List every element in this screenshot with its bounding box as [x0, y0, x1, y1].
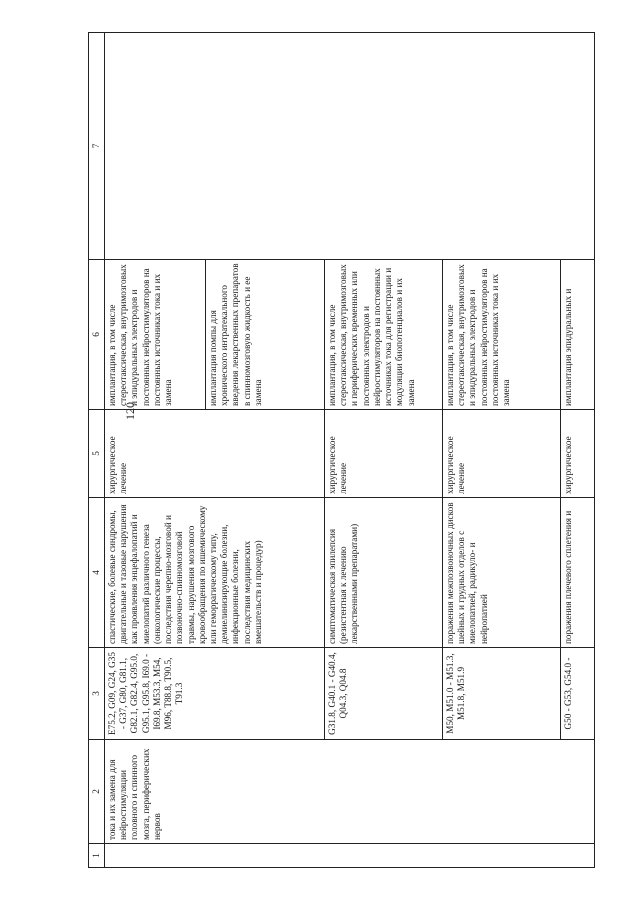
disease-cell: симптоматическая эпилепсия (резистентная к лечению лекарственными препаратами) — [325, 498, 443, 648]
method-cell: имплантация эпидуральных и — [561, 260, 595, 410]
icd-codes-cell: G50 - G53, G54.0 - — [561, 648, 595, 740]
treatment-cell: хирургическое лечение — [105, 410, 325, 498]
disease-cell: поражения плечевого сплетения и — [561, 498, 595, 648]
col-header-3: 3 — [89, 648, 105, 740]
col-header-6: 6 — [89, 260, 105, 410]
treatment-cell: хирургическое лечение — [325, 410, 443, 498]
treatment-cell: хирургическое лечение — [443, 410, 561, 498]
treatment-cell: хирургическое — [561, 410, 595, 498]
method-cell: имплантация, в том числе стереотаксическая, внутримозговых и эпидуральных электродов и постоянных нейростимуляторов на постоянных источниках тока и их замена — [443, 260, 561, 410]
row-number-cell — [105, 844, 595, 868]
col-header-1: 1 — [89, 844, 105, 868]
table-row — [105, 33, 325, 868]
col-header-4: 4 — [89, 498, 105, 648]
icd-codes-cell: G31.8, G40.1 - G40.4, Q04.3, Q04.8 — [325, 648, 443, 740]
header-row — [89, 33, 105, 868]
icd-codes-cell: M50, M51.0 - M51.3, M51.8, M51.9 — [443, 648, 561, 740]
icd-codes-cell: E75.2, G09, G24, G35 - G37, G80, G81.1, G82.1, G82.4, G95.0, G95.1, G95.8, I69.0 - I69.8, M53.3, M54, M96, T88.8, T90.5, T91.3 — [105, 648, 325, 740]
col-header-5: 5 — [89, 410, 105, 498]
disease-cell: поражения межпозвоночных дисков шейных и грудных отделов с миелопатией, радикуло- и нейропатией — [443, 498, 561, 648]
method-text: имплантация, в том числе стереотаксическая, внутримозговых и эпидуральных электродов и постоянных нейростимуляторов на постоянных источниках тока и их замена — [105, 260, 206, 409]
disease-cell: спастические, болевые синдромы, двигательные и тазовые нарушения как проявления энцефалопатий и миелопатий различного генеза (онкологические процессы, последствия черепно-мозговой и позвоночно-спинномозговой травмы, нарушения мозгового кровообращения по ишемическому или геморрагическому типу, демиелинизирующие болезни, инфекционные болезни, последствия медицинских вмешательств и процедур) — [105, 498, 325, 648]
price-cell — [105, 33, 595, 260]
method-text: имплантация помпы для хронического интратекального введения лекарственных препаратов в спинномозговую жидкость и ее замена — [208, 263, 263, 406]
method-cell: имплантация, в том числе стереотаксическая, внутримозговых и периферических временных или постоянных электродов и нейростимуляторов на постоянных источниках тока для регистрации и модуляции биопотенциалов и их замена — [325, 260, 443, 410]
rotated-table-page — [88, 33, 593, 868]
col-header-7: 7 — [89, 33, 105, 260]
col-header-2: 2 — [89, 740, 105, 844]
method-cell — [105, 260, 325, 410]
section-title-cell: тока и их замена для нейростимуляции головного и спинного мозга, периферических нервов — [105, 740, 595, 844]
procedures-table — [88, 32, 595, 868]
page-number: 120 — [123, 402, 137, 420]
